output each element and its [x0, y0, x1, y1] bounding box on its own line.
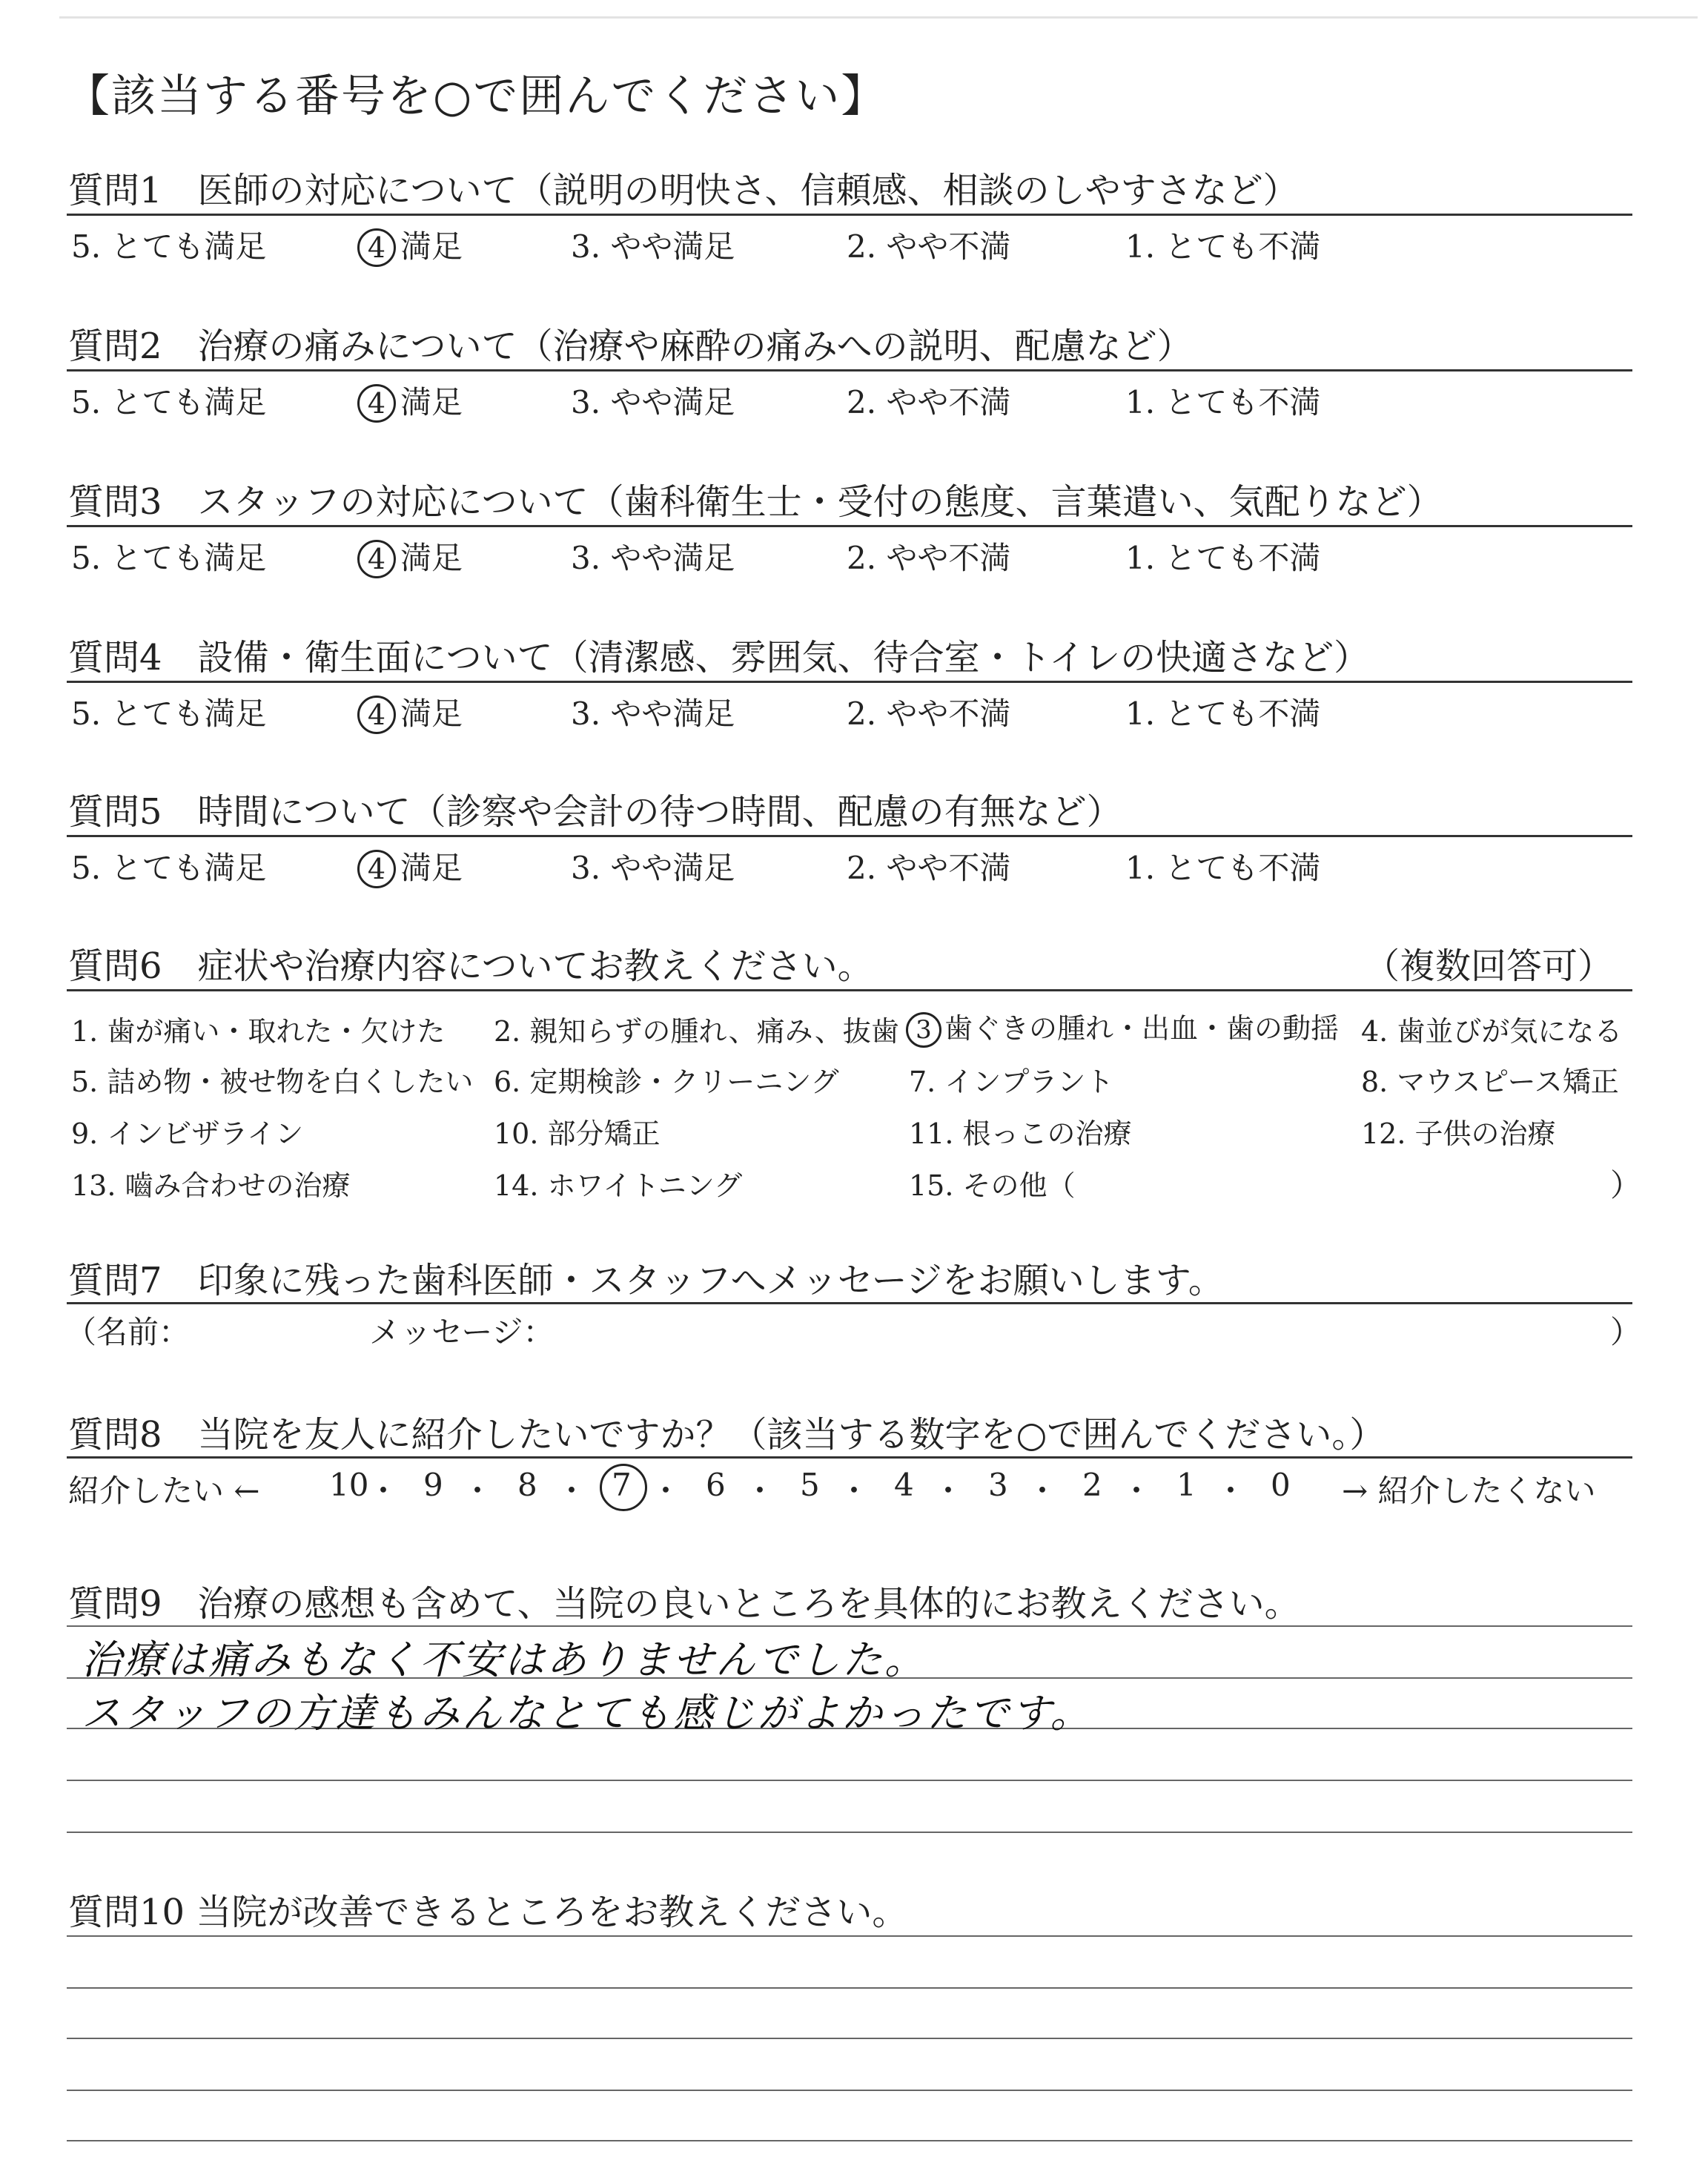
q4-option-1[interactable]: 1. とても不満 [1125, 696, 1321, 732]
q6-other-close-paren: ） [1610, 1167, 1642, 1203]
q8-scale-separator: ・ [744, 1473, 776, 1509]
q5-option-1[interactable]: 1. とても不満 [1125, 850, 1321, 886]
q8-left-label: 紹介したい ← [68, 1473, 260, 1509]
q3-option-5[interactable]: 5. とても満足 [71, 540, 267, 576]
q8-scale-separator: ・ [368, 1473, 400, 1509]
question-8-rule [67, 1456, 1632, 1459]
q6-option-10[interactable]: 10. 部分矯正 [494, 1117, 661, 1150]
top-edge-line [59, 16, 1698, 19]
q6-option-8[interactable]: 8. マウスピース矯正 [1361, 1066, 1619, 1098]
q2-option-1[interactable]: 1. とても不満 [1125, 384, 1321, 420]
question-1-rule [67, 214, 1632, 216]
q8-selected-circle [600, 1464, 647, 1511]
q10-line-1 [67, 1935, 1632, 1937]
q8-scale-10[interactable]: 10 [329, 1467, 369, 1503]
q5-selected-circle: 4 [357, 850, 396, 888]
q3-option-3[interactable]: 3. やや満足 [571, 540, 735, 576]
q1-option-1[interactable]: 1. とても不満 [1125, 228, 1321, 265]
q3-option-1[interactable]: 1. とても不満 [1125, 540, 1321, 576]
q4-selected-circle: 4 [357, 696, 396, 734]
q2-selected-circle: 4 [357, 384, 396, 423]
q9-answer-line-2: スタッフの方達もみんなとても感じがよかったです。 [82, 1690, 1093, 1737]
q4-option-2[interactable]: 2. やや不満 [847, 696, 1011, 732]
q6-option-5[interactable]: 5. 詰め物・被せ物を白くしたい [71, 1066, 474, 1098]
q1-option-3[interactable]: 3. やや満足 [571, 228, 735, 265]
q7-close-paren: ） [1610, 1314, 1642, 1350]
q6-option-2[interactable]: 2. 親知らずの腫れ、痛み、抜歯 [494, 1015, 899, 1048]
form-title: 【該当する番号を○で囲んでください】 [65, 70, 887, 122]
q8-scale-9[interactable]: 9 [423, 1467, 443, 1503]
q8-scale-1[interactable]: 1 [1176, 1467, 1196, 1503]
question-6-title: 質問6 症状や治療内容についてお教えください。 [68, 945, 873, 987]
q8-scale-separator: ・ [650, 1473, 682, 1509]
q8-scale-2[interactable]: 2 [1082, 1467, 1102, 1503]
q8-scale-7[interactable]: 7 [612, 1467, 632, 1503]
q10-line-5 [67, 2140, 1632, 2141]
question-3-rule [67, 525, 1632, 527]
q8-scale-5[interactable]: 5 [800, 1467, 820, 1503]
q3-option-2[interactable]: 2. やや不満 [847, 540, 1011, 576]
q3-selected-circle: 4 [357, 540, 396, 578]
q5-option-3[interactable]: 3. やや満足 [571, 850, 735, 886]
q1-option-5[interactable]: 5. とても満足 [71, 228, 267, 265]
q5-option-5[interactable]: 5. とても満足 [71, 850, 267, 886]
q2-option-3[interactable]: 3. やや満足 [571, 384, 735, 420]
q1-option-2[interactable]: 2. やや不満 [847, 228, 1011, 265]
q6-option-4[interactable]: 4. 歯並びが気になる [1361, 1015, 1623, 1048]
q7-message-label: メッセージ： [369, 1314, 555, 1350]
question-6-note: （複数回答可） [1364, 945, 1614, 987]
q5-option-4[interactable]: 4 満足 [357, 844, 463, 888]
question-3-title: 質問3 スタッフの対応について（歯科衛生士・受付の態度、言葉遣い、気配りなど） [68, 481, 1443, 523]
q6-option-3[interactable]: 3 歯ぐきの腫れ・出血・歯の動揺 [906, 1005, 1339, 1048]
q8-scale-0[interactable]: 0 [1271, 1467, 1291, 1503]
q8-scale-6[interactable]: 6 [706, 1467, 726, 1503]
q8-scale-4[interactable]: 4 [894, 1467, 914, 1503]
question-5-title: 質問5 時間について（診察や会計の待つ時間、配慮の有無など） [68, 791, 1122, 833]
q6-option-11[interactable]: 11. 根っこの治療 [909, 1117, 1132, 1150]
question-7-title: 質問7 印象に残った歯科医師・スタッフへメッセージをお願いします。 [68, 1260, 1224, 1301]
q9-answer-line-1: 治療は痛みもなく不安はありませんでした。 [82, 1636, 927, 1683]
question-7-rule [67, 1302, 1632, 1304]
q6-option-9[interactable]: 9. インビザライン [71, 1117, 304, 1150]
q1-selected-circle: 4 [357, 228, 396, 267]
q3-option-4[interactable]: 4 満足 [357, 534, 463, 578]
q6-option-13[interactable]: 13. 嚙み合わせの治療 [71, 1169, 351, 1202]
question-10-title: 質問10 当院が改善できるところをお教えください。 [68, 1892, 908, 1933]
q6-option-12[interactable]: 12. 子供の治療 [1361, 1117, 1556, 1150]
q6-option-6[interactable]: 6. 定期検診・クリーニング [494, 1066, 839, 1098]
q5-option-2[interactable]: 2. やや不満 [847, 850, 1011, 886]
q9-line-1 [67, 1625, 1632, 1627]
question-5-rule [67, 835, 1632, 837]
q4-option-4[interactable]: 4 満足 [357, 690, 463, 734]
q8-scale-separator: ・ [1121, 1473, 1153, 1509]
q8-scale-separator: ・ [838, 1473, 870, 1509]
q2-option-2[interactable]: 2. やや不満 [847, 384, 1011, 420]
q4-option-3[interactable]: 3. やや満足 [571, 696, 735, 732]
q6-option-1[interactable]: 1. 歯が痛い・取れた・欠けた [71, 1015, 446, 1048]
question-2-rule [67, 369, 1632, 371]
q6-option-7[interactable]: 7. インプラント [909, 1066, 1114, 1098]
question-1-title: 質問1 医師の対応について（説明の明快さ、信頼感、相談のしやすさなど） [68, 170, 1299, 211]
q10-line-2 [67, 1987, 1632, 1989]
question-2-title: 質問2 治療の痛みについて（治療や麻酔の痛みへの説明、配慮など） [68, 326, 1193, 367]
question-9-title: 質問9 治療の感想も含めて、当院の良いところを具体的にお教えください。 [68, 1583, 1300, 1625]
q10-line-3 [67, 2038, 1632, 2039]
question-4-rule [67, 681, 1632, 683]
q8-right-label: → 紹介したくない [1342, 1473, 1596, 1509]
q8-scale-separator: ・ [556, 1473, 588, 1509]
q6-option-15[interactable]: 15. その他（ [909, 1169, 1076, 1202]
q9-line-4 [67, 1780, 1632, 1781]
q8-scale-separator: ・ [933, 1473, 964, 1509]
q10-line-4 [67, 2090, 1632, 2091]
q1-option-4[interactable]: 4 満足 [357, 222, 463, 267]
q9-line-5 [67, 1832, 1632, 1833]
question-4-title: 質問4 設備・衛生面について（清潔感、雰囲気、待合室・トイレの快適さなど） [68, 637, 1370, 678]
q8-scale-separator: ・ [1027, 1473, 1059, 1509]
q2-option-5[interactable]: 5. とても満足 [71, 384, 267, 420]
q8-scale-separator: ・ [462, 1473, 494, 1509]
q8-scale-8[interactable]: 8 [517, 1467, 537, 1503]
q6-selected-circle: 3 [906, 1012, 941, 1048]
q2-option-4[interactable]: 4 満足 [357, 378, 463, 423]
q4-option-5[interactable]: 5. とても満足 [71, 696, 267, 732]
q8-scale-separator: ・ [1215, 1473, 1247, 1509]
q8-scale-3[interactable]: 3 [988, 1467, 1008, 1503]
q7-name-label: （名前： [65, 1314, 191, 1350]
question-6-rule [67, 989, 1632, 991]
q6-option-14[interactable]: 14. ホワイトニング [494, 1169, 743, 1202]
question-8-title: 質問8 当院を友人に紹介したいですか？（該当する数字を○で囲んでください。） [68, 1414, 1386, 1456]
